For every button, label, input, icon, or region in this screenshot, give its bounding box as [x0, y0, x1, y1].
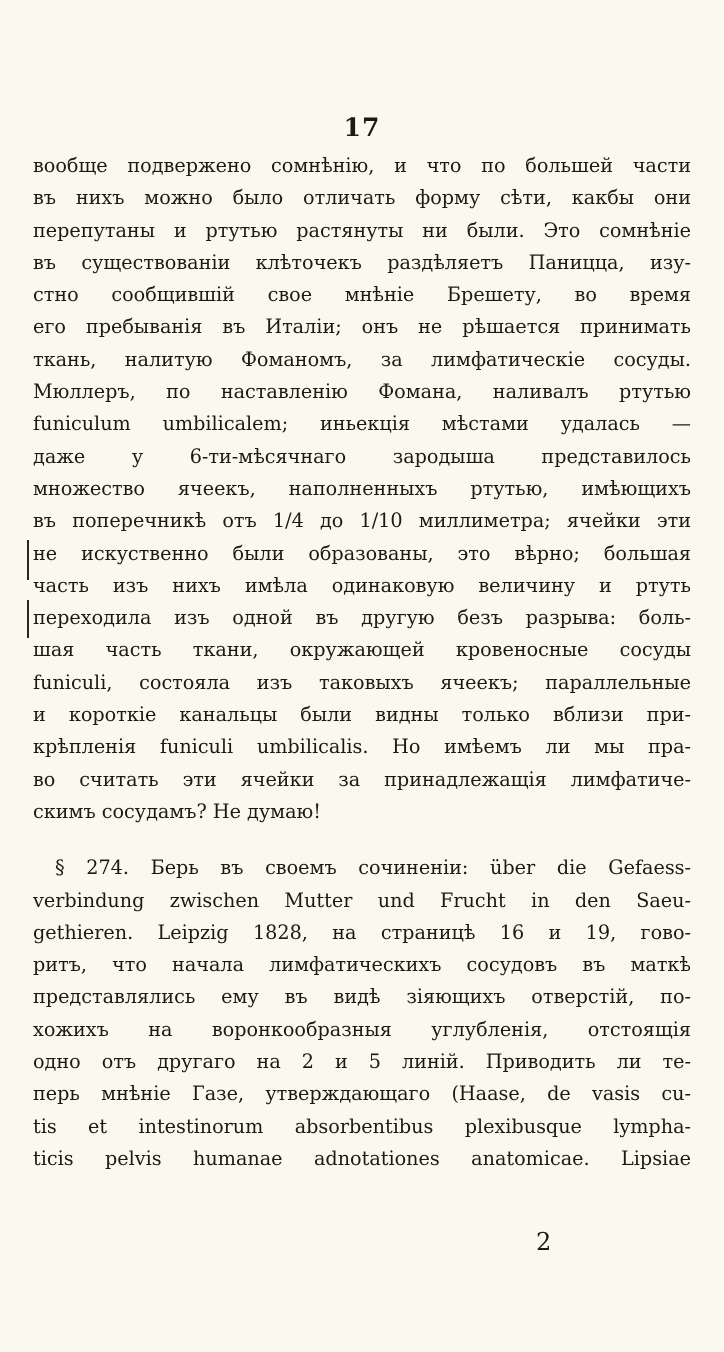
paragraph-gap: [33, 828, 691, 852]
text-line: въ поперечникѣ отъ 1/4 до 1/10 миллиметра; ячейки эти: [33, 509, 691, 533]
printer-signature: 2: [536, 1228, 552, 1256]
paragraph: [33, 150, 691, 828]
text-line: не искуственно были образованы, это вѣрно; большая: [33, 541, 691, 565]
text-line: перепутаны и ртутью растянуты ни были. Это сомнѣніе: [33, 218, 691, 242]
margin-mark: [27, 540, 29, 580]
text-line: Мюллеръ, по наставленію Фомана, наливалъ ртутью: [33, 380, 691, 404]
text-line: одно отъ другаго на 2 и 5 линій. Приводить ли те-: [33, 1050, 691, 1074]
text-line: ticis pelvis humanae adnotationes anatomicae. Lipsiae: [33, 1146, 691, 1170]
paragraph: [33, 852, 691, 1175]
text-line: стно сообщившій свое мнѣніе Брешету, во время: [33, 283, 691, 307]
text-line: funiculum umbilicalem; иньекція мѣстами удалась —: [33, 412, 691, 436]
text-line: во считать эти ячейки за принадлежащія лимфатиче-: [33, 767, 691, 791]
text-line: представлялись ему въ видѣ зіяющихъ отверстій, по-: [33, 985, 691, 1009]
text-line: его пребыванія въ Италіи; онъ не рѣшается принимать: [33, 315, 691, 339]
text-line: verbindung zwischen Mutter und Frucht in den Saeu-: [33, 888, 691, 912]
text-line: ритъ, что начала лимфатическихъ сосудовъ въ маткѣ: [33, 953, 691, 977]
text-line: множество ячеекъ, наполненныхъ ртутью, имѣющихъ: [33, 476, 691, 500]
text-line: въ существованіи клѣточекъ раздѣляетъ Паницца, изу-: [33, 250, 691, 274]
text-line: § 274. Берь въ своемъ сочиненіи: über die Gefaess-: [55, 856, 691, 880]
text-line: хожихъ на воронкообразныя углубленія, отстоящія: [33, 1017, 691, 1041]
text-line: въ нихъ можно было отличать форму сѣти, какбы они: [33, 186, 691, 210]
text-line: крѣпленія funiculi umbilicalis. Но имѣемъ ли мы пра-: [33, 735, 691, 759]
text-line: gethieren. Leipzig 1828, на страницѣ 16 и 19, гово-: [33, 920, 691, 944]
margin-mark: [27, 600, 29, 638]
text-line: скимъ сосудамъ? Не думаю!: [33, 799, 321, 823]
page-number: 17: [343, 113, 381, 142]
text-line: даже у 6-ти-мѣсячнаго зародыша представилось: [33, 444, 691, 468]
text-line: ткань, налитую Фоманомъ, за лимфатическіе сосуды.: [33, 347, 691, 371]
text-line: переходила изъ одной въ другую безъ разрыва: боль-: [33, 606, 691, 630]
body-text: [33, 150, 691, 1175]
text-line: вообще подвержено сомнѣнію, и что по большей части: [33, 154, 691, 177]
text-line: funiculi, состояла изъ таковыхъ ячеекъ; параллельные: [33, 670, 691, 694]
text-line: и короткіе канальцы были видны только вблизи при-: [33, 703, 691, 727]
text-line: перь мнѣніе Газе, утверждающаго (Haase, de vasis cu-: [33, 1082, 691, 1106]
text-line: tis et intestinorum absorbentibus plexibusque lympha-: [33, 1114, 691, 1138]
text-line: часть изъ нихъ имѣла одинаковую величину и ртуть: [33, 573, 691, 597]
text-line: шая часть ткани, окружающей кровеносные сосуды: [33, 638, 691, 662]
